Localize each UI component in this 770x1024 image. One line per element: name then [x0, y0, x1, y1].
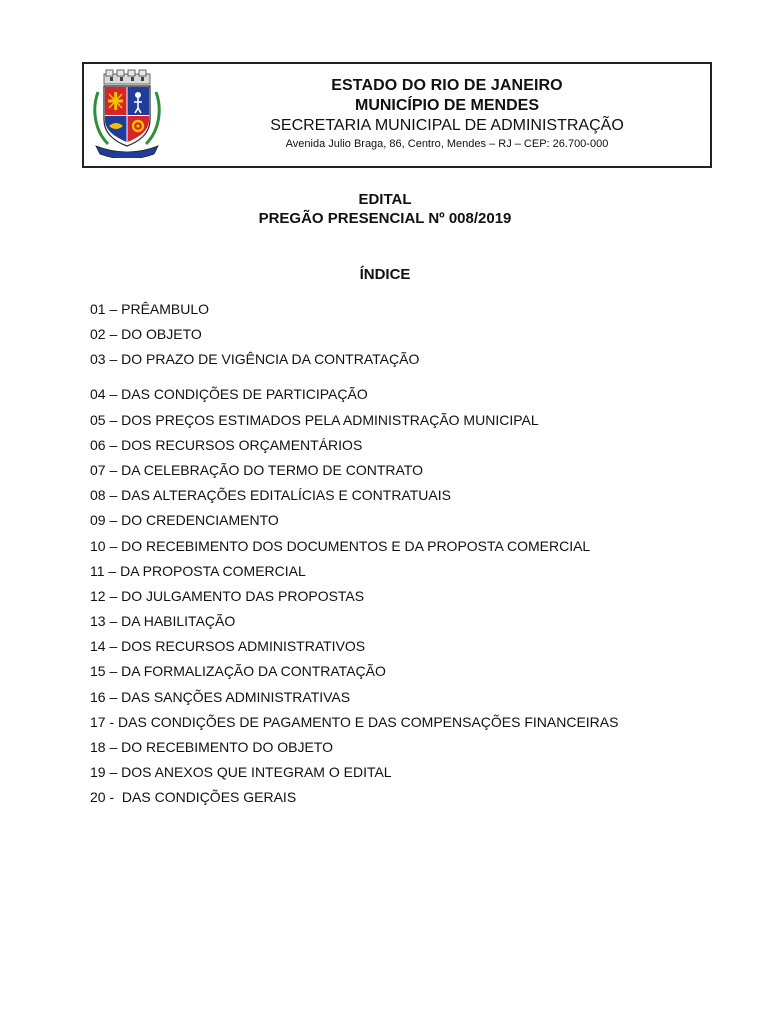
toc-item: 03 – DO PRAZO DE VIGÊNCIA DA CONTRATAÇÃO [90, 351, 420, 368]
document-title: PREGÃO PRESENCIAL Nº 008/2019 [258, 210, 512, 227]
document-type: EDITAL [358, 191, 412, 208]
secretariat-name: SECRETARIA MUNICIPAL DE ADMINISTRAÇÃO [270, 117, 624, 134]
toc-item: 16 – DAS SANÇÕES ADMINISTRATIVAS [90, 688, 351, 705]
toc-item: 08 – DAS ALTERAÇÕES EDITALÍCIAS E CONTRATUAIS [90, 487, 451, 504]
letterhead-box [82, 62, 712, 168]
toc-item: 07 – DA CELEBRAÇÃO DO TERMO DE CONTRATO [90, 461, 423, 478]
toc-item: 15 – DA FORMALIZAÇÃO DA CONTRATAÇÃO [90, 663, 386, 680]
letterhead-text [184, 76, 710, 152]
toc-item: 12 – DO JULGAMENTO DAS PROPOSTAS [90, 587, 365, 604]
toc-item: 18 – DO RECEBIMENTO DO OBJETO [90, 739, 333, 755]
toc-item: 04 – DAS CONDIÇÕES DE PARTICIPAÇÃO [90, 386, 368, 403]
toc-item: 14 – DOS RECURSOS ADMINISTRATIVOS [90, 638, 366, 655]
toc-item: 06 – DOS RECURSOS ORÇAMENTÁRIOS [90, 436, 363, 453]
toc-item: 02 – DO OBJETO [90, 326, 202, 343]
toc-item: 19 – DOS ANEXOS QUE INTEGRAM O EDITAL [90, 764, 392, 781]
toc-item: 20 - DAS CONDIÇÕES GERAIS [90, 789, 297, 806]
state-name: ESTADO DO RIO DE JANEIRO [331, 77, 563, 94]
address-line: Avenida Julio Braga, 86, Centro, Mendes – RJ – CEP: 26.700-000 [285, 138, 609, 150]
municipality-name: MUNICÍPIO DE MENDES [354, 97, 539, 114]
toc-item: 17 - DAS CONDIÇÕES DE PAGAMENTO E DAS COMPENSAÇÕES FINANCEIRAS [90, 713, 619, 730]
index-heading: ÍNDICE [359, 266, 411, 283]
toc-item: 05 – DOS PREÇOS ESTIMADOS PELA ADMINISTRAÇÃO MUNICIPAL [90, 411, 539, 428]
toc-item: 10 – DO RECEBIMENTO DOS DOCUMENTOS E DA PROPOSTA COMERCIAL [90, 537, 591, 554]
toc-item: 09 – DO CREDENCIAMENTO [90, 512, 279, 529]
table-of-contents [90, 300, 618, 814]
toc-item: 01 – PRÊAMBULO [90, 301, 210, 317]
toc-item: 13 – DA HABILITAÇÃO [90, 613, 236, 630]
document-title-block [0, 190, 770, 228]
municipal-coat-of-arms-icon [90, 68, 164, 158]
toc-item: 11 – DA PROPOSTA COMERCIAL [90, 562, 306, 579]
